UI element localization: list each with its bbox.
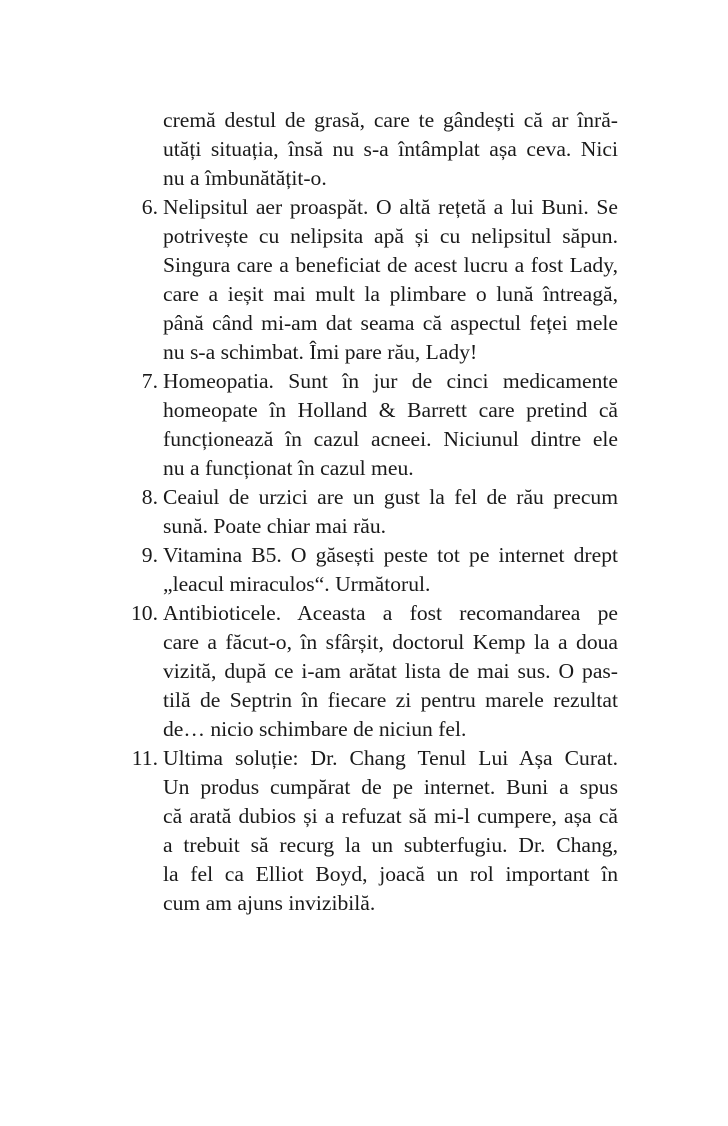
list-item-number: 9. [141,543,158,567]
text-line: care a făcut-o, în sfârșit, doctorul Kemp la a doua [163,630,618,654]
list-item-number: 6. [141,195,158,219]
text-line: Ultima soluție: Dr. Chang Tenul Lui Așa Curat. [163,746,618,770]
list-item-number: 7. [141,369,158,393]
text-line: Vitamina B5. O găsești peste tot pe internet drept [163,543,618,567]
text-line: potrivește cu nelipsita apă și cu nelipsitul săpun. [163,224,618,248]
text-line: funcționează în cazul acneei. Niciunul dintre ele [163,427,618,451]
text-line: a trebuit să recurg la un subterfugiu. Dr. Chang, [163,833,618,857]
text-line: vizită, după ce i-am arătat lista de mai sus. O pas- [163,659,618,683]
text-line: „leacul miraculos“. Următorul. [163,572,431,596]
text-line: homeopate în Holland & Barrett care pretind că [163,398,618,422]
text-line: că arată dubios și a refuzat să mi-l cumpere, așa că [163,804,618,828]
list-item-number: 10. [131,601,158,625]
text-line: care a ieșit mai mult la plimbare o lună întreagă, [163,282,618,306]
text-line: nu a îmbunătățit-o. [163,166,327,190]
text-line: tilă de Septrin în fiecare zi pentru marele rezultat [163,688,618,712]
text-line: nu s-a schimbat. Îmi pare rău, Lady! [163,340,478,364]
text-line: Nelipsitul aer proaspăt. O altă rețetă a lui Buni. Se [163,195,618,219]
text-line: cremă destul de grasă, care te gândești că ar înră- [163,108,618,132]
text-line: Homeopatia. Sunt în jur de cinci medicamente [163,369,618,393]
list-item-number: 8. [141,485,158,509]
text-line: Ceaiul de urzici are un gust la fel de rău precum [163,485,618,509]
text-line: la fel ca Elliot Boyd, joacă un rol important în [163,862,618,886]
text-line: cum am ajuns invizibilă. [163,891,376,915]
text-line: de… nicio schimbare de niciun fel. [163,717,467,741]
text-line: utăți situația, însă nu s-a întâmplat așa ceva. Nici [163,137,618,161]
text-line: Singura care a beneficiat de acest lucru a fost Lady, [163,253,618,277]
text-line: nu a funcționat în cazul meu. [163,456,414,480]
text-line: sună. Poate chiar mai rău. [163,514,387,538]
text-line: până când mi-am dat seama că aspectul feței mele [163,311,618,335]
text-line: Antibioticele. Aceasta a fost recomandarea pe [163,601,618,625]
text-line: Un produs cumpărat de pe internet. Buni a spus [163,775,618,799]
list-item-number: 11. [131,746,158,770]
